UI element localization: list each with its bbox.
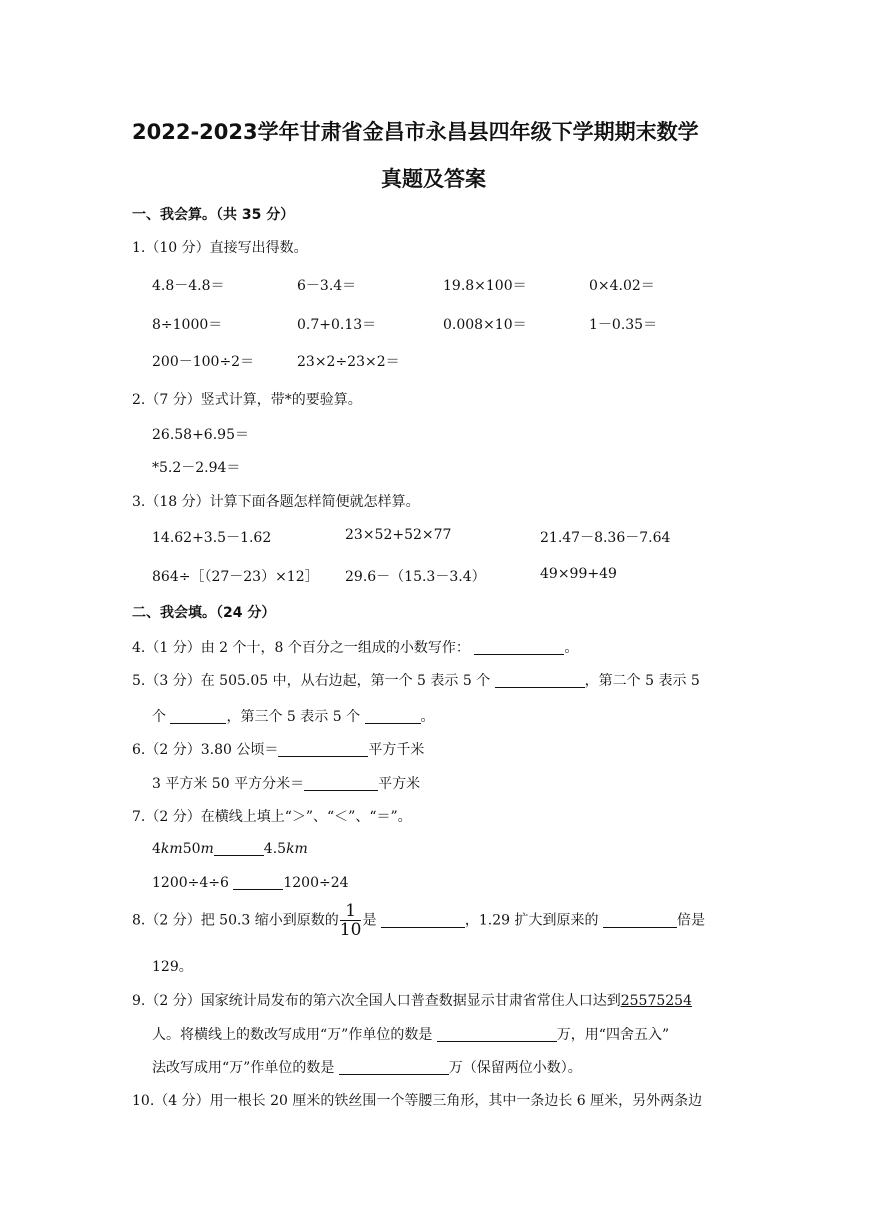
doc-title-line2: 真题及答案 — [381, 167, 486, 191]
q7-answer-blank-2[interactable] — [233, 875, 283, 890]
question-7-stem: 7.（2 分）在横线上填上“＞”、“＜”、“＝”。 — [132, 809, 412, 825]
one-tenth-fraction — [340, 902, 362, 939]
question-5-line2 — [152, 706, 435, 726]
q5-text-e: 。 — [420, 709, 435, 725]
q7-expression: 1200÷24 — [283, 875, 349, 891]
q9-text-b: 人。将横线上的数改写成用“万”作单位的数是 — [152, 1027, 433, 1043]
q5-text-c: 个 — [152, 709, 166, 725]
q7-expression: 1200÷4÷6 — [152, 875, 229, 891]
question-3-stem: 3.（18 分）计算下面各题怎样简便就怎样算。 — [132, 494, 420, 510]
q6-answer-blank-2[interactable] — [304, 776, 378, 791]
section-heading-2: 二、我会填。（24 分） — [132, 605, 276, 621]
population-number: 25575254 — [620, 993, 692, 1009]
q1-item: 0×4.02＝ — [589, 278, 655, 294]
question-1-stem: 1.（10 分）直接写出得数。 — [132, 240, 308, 256]
q8-text-c: ，1.29 扩大到原来的 — [464, 912, 599, 929]
q5-text-b: ，第二个 5 表示 5 — [584, 673, 700, 689]
q9-text-c: 万，用“四舍五入” — [556, 1027, 670, 1043]
q4-text: 4.（1 分）由 2 个十，8 个百分之一组成的小数写作： — [132, 640, 470, 656]
q3-item: 864÷［（27－23）×12］ — [152, 569, 319, 585]
question-2-stem: 2.（7 分）竖式计算，带*的要验算。 — [132, 392, 362, 408]
q7-answer-blank-1[interactable] — [214, 841, 264, 856]
q8-answer-blank-1[interactable] — [381, 913, 465, 928]
q9-text-a: 9.（2 分）国家统计局发布的第六次全国人口普查数据显示甘肃省常住人口达到 — [132, 993, 621, 1009]
q5-answer-blank-1[interactable] — [495, 673, 585, 688]
q3-item: 49×99+49 — [540, 566, 617, 582]
q6-text-a: 6.（2 分）3.80 公顷＝ — [132, 742, 279, 758]
fraction-numerator: 1 — [340, 902, 362, 921]
q5-text-d: ，第三个 5 表示 5 个 — [226, 709, 361, 725]
q6-text-c: 3 平方米 50 平方分米＝ — [152, 776, 305, 792]
q9-text-e: 万（保留两位小数）。 — [448, 1060, 582, 1076]
q7-unit: km — [160, 841, 183, 857]
q2-item: *5.2－2.94＝ — [152, 460, 241, 476]
question-7-line1 — [152, 841, 308, 857]
question-9-line2 — [152, 1024, 669, 1044]
q2-item: 26.58+6.95＝ — [152, 427, 249, 443]
q1-item: 4.8－4.8＝ — [152, 278, 225, 294]
q5-answer-blank-2[interactable] — [170, 709, 226, 724]
question-4 — [132, 637, 578, 657]
q7-number: 4.5 — [263, 841, 287, 857]
question-9-line3 — [152, 1057, 582, 1077]
q7-number: 4 — [152, 841, 161, 857]
question-6-line1 — [132, 739, 424, 759]
question-9-line1 — [132, 990, 692, 1010]
question-8-line2: 129。 — [152, 959, 193, 975]
q8-answer-blank-2[interactable] — [603, 913, 677, 928]
q1-item: 200－100÷2＝ — [152, 354, 255, 370]
q1-item: 23×2÷23×2＝ — [297, 354, 400, 370]
q8-text-a: 8.（2 分）把 50.3 缩小到原数的 — [132, 912, 339, 929]
q3-item: 14.62+3.5－1.62 — [152, 530, 272, 546]
q1-item: 0.7+0.13＝ — [297, 317, 377, 333]
q3-item: 23×52+52×77 — [345, 527, 452, 543]
q4-end: 。 — [564, 640, 579, 656]
doc-title-line1: 2022-2023学年甘肃省金昌市永昌县四年级下学期期末数学 — [132, 120, 699, 144]
q1-item: 0.008×10＝ — [443, 317, 527, 333]
q7-number: 50 — [182, 841, 201, 857]
fraction-denominator: 10 — [339, 920, 362, 940]
q5-answer-blank-3[interactable] — [365, 709, 421, 724]
q5-text-a: 5.（3 分）在 505.05 中，从右边起，第一个 5 表示 5 个 — [132, 673, 491, 689]
q1-item: 19.8×100＝ — [443, 278, 527, 294]
question-8-line1 — [132, 902, 705, 939]
question-10-line1: 10.（4 分）用一根长 20 厘米的铁丝围一个等腰三角形，其中一条边长 6 厘米，另外两条边 — [132, 1093, 703, 1109]
q6-answer-blank-1[interactable] — [278, 742, 368, 757]
q1-item: 6－3.4＝ — [297, 278, 357, 294]
q4-answer-blank[interactable] — [474, 640, 564, 655]
question-6-line2 — [152, 773, 420, 793]
q7-unit: km — [286, 841, 308, 857]
q9-answer-blank-2[interactable] — [339, 1060, 449, 1075]
q6-text-d: 平方米 — [378, 776, 421, 792]
q9-answer-blank-1[interactable] — [437, 1027, 557, 1042]
q9-text-d: 法改写成用“万”作单位的数是 — [152, 1060, 335, 1076]
q1-item: 1－0.35＝ — [589, 317, 658, 333]
q1-item: 8÷1000＝ — [152, 317, 223, 333]
q8-text-b: 是 — [362, 912, 377, 929]
question-7-line2 — [152, 875, 349, 891]
q8-text-d: 倍是 — [676, 912, 705, 929]
section-heading-1: 一、我会算。（共 35 分） — [132, 207, 295, 223]
q7-unit: m — [200, 841, 214, 857]
q6-text-b: 平方千米 — [368, 742, 425, 758]
question-5-line1 — [132, 670, 700, 690]
q3-item: 21.47－8.36－7.64 — [540, 530, 671, 546]
q3-item: 29.6－（15.3－3.4） — [345, 569, 486, 585]
